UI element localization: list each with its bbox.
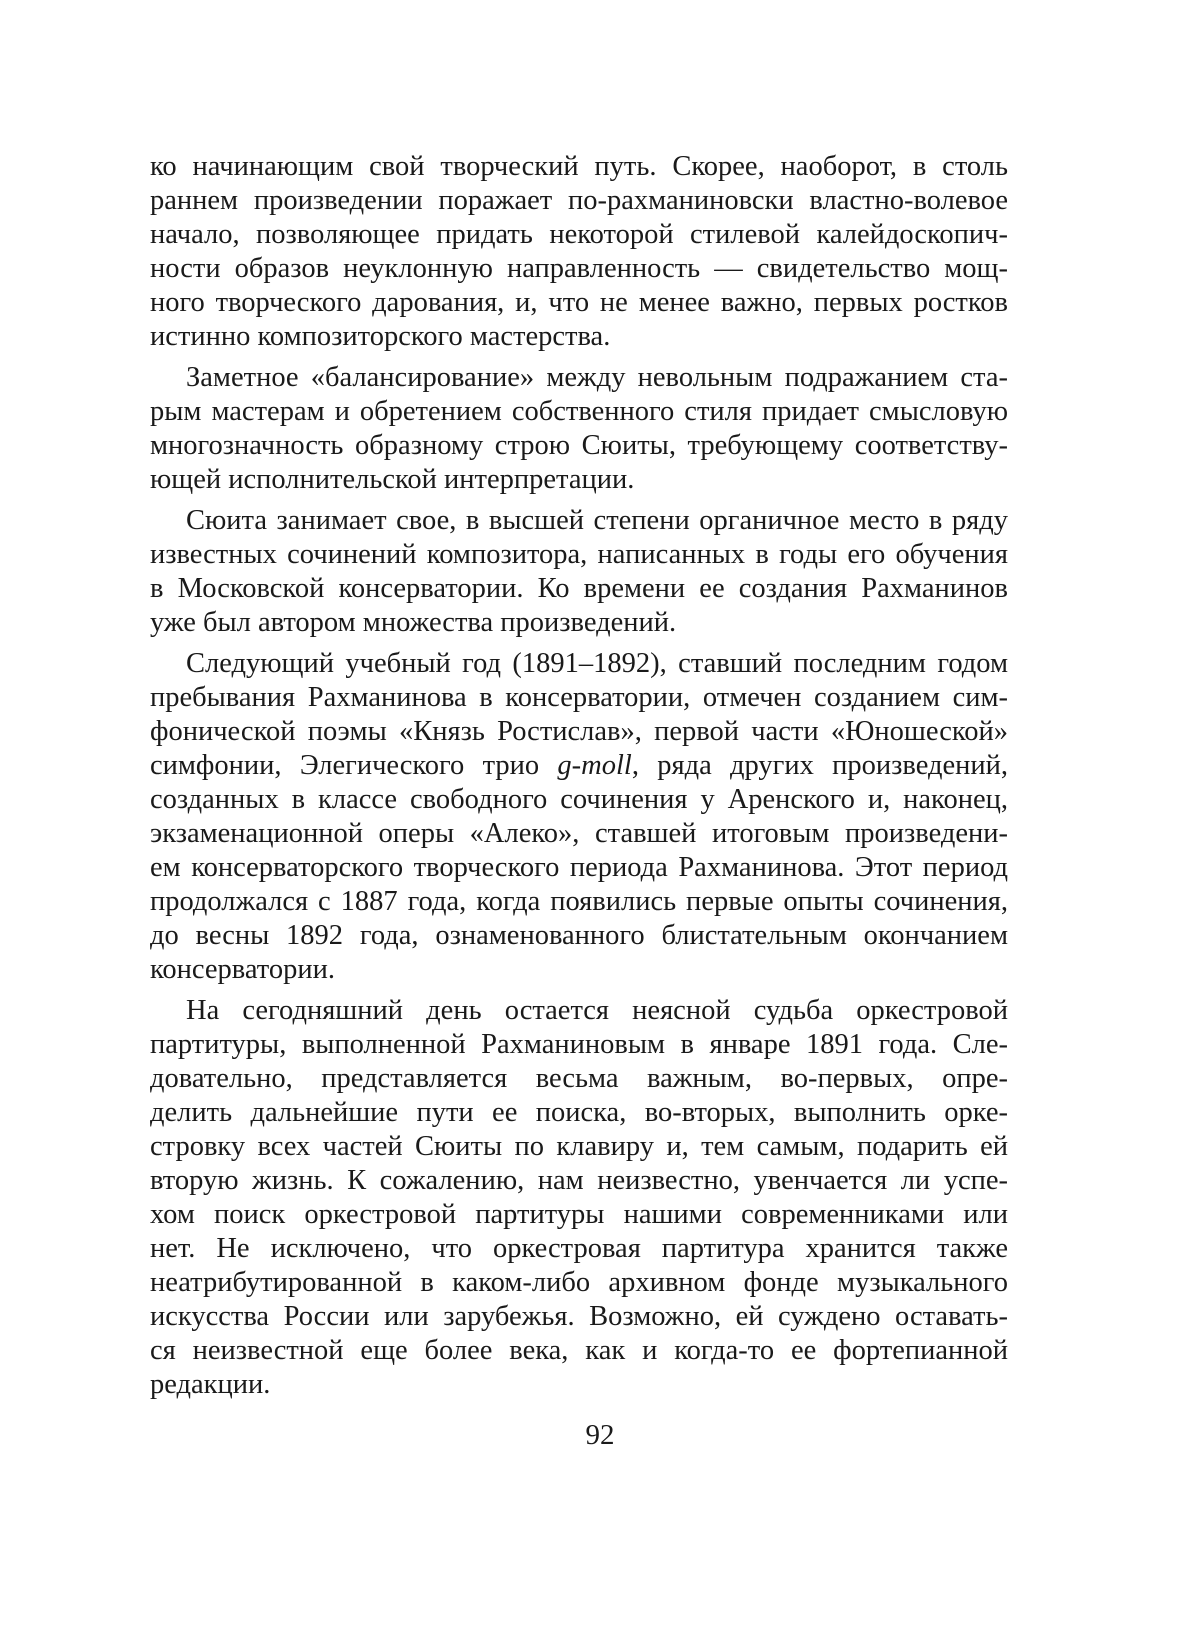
text-line: пребывания Рахманинова в консерватории, отмечен созданием сим- [150, 682, 1008, 713]
text-line: ем консерваторского творческого периода Рахманинова. Этот период [150, 852, 1008, 883]
text-line: до весны 1892 года, ознаменованного блистательным окончанием [150, 920, 1008, 951]
text-line: созданных в классе свободного сочинения у Аренского и, наконец, [150, 784, 1008, 815]
page-body [150, 150, 1008, 1402]
text-line: партитуры, выполненной Рахманиновым в январе 1891 года. Сле- [150, 1029, 1008, 1060]
text-line: ности образов неуклонную направленность — свидетельство мощ- [150, 253, 1008, 284]
text-line: уже был автором множества произведений. [150, 607, 677, 638]
text-line: в Московской консерватории. Ко времени ее создания Рахманинов [150, 573, 1008, 604]
text-line: продолжался с 1887 года, когда появились первые опыты сочинения, [150, 886, 1008, 917]
text-line: экзаменационной оперы «Алеко», ставшей итоговым произведени- [150, 818, 1008, 849]
text-line: неатрибутированной в каком-либо архивном фонде музыкального [150, 1267, 1008, 1298]
text-line: стровку всех частей Сюиты по клавиру и, тем самым, подарить ей [150, 1131, 1008, 1162]
text-line: искусства России или зарубежья. Возможно, ей суждено оставать- [150, 1301, 1008, 1332]
text-line: ного творческого дарования, и, что не менее важно, первых ростков [150, 287, 1008, 318]
text-line: Заметное «балансирование» между невольным подражанием ста- [186, 362, 1008, 393]
text-line: ся неизвестной еще более века, как и когда-то ее фортепианной [150, 1335, 1008, 1366]
text-line: ко начинающим свой творческий путь. Скорее, наоборот, в столь [150, 151, 1008, 182]
text-line: фонической поэмы «Князь Ростислав», первой части «Юношеской» [150, 716, 1008, 747]
text-line: истинно композиторского мастерства. [150, 321, 611, 352]
text-line: довательно, представляется весьма важным, во-первых, опре- [150, 1063, 1008, 1094]
text-line: ющей исполнительской интерпретации. [150, 464, 635, 495]
musical-key-term: g-moll [557, 750, 632, 781]
text-line: рым мастерам и обретением собственного стиля придает смысловую [150, 396, 1008, 427]
text-line: начало, позволяющее придать некоторой стилевой калейдоскопич- [150, 219, 1008, 250]
text-line: симфонии, Элегического трио g-moll, ряда других произведений, [150, 750, 1009, 781]
paragraph-2 [150, 361, 1008, 497]
text-line: редакции. [150, 1369, 271, 1400]
text-line: раннем произведении поражает по-рахманиновски властно-волевое [150, 185, 1008, 216]
paragraph-4 [150, 647, 1008, 987]
text-line: нет. Не исключено, что оркестровая партитура хранится также [150, 1233, 1008, 1264]
text-line: Сюита занимает свое, в высшей степени органичное место в ряду [186, 505, 1008, 536]
text-line: известных сочинений композитора, написанных в годы его обучения [150, 539, 1008, 570]
text-line: вторую жизнь. К сожалению, нам неизвестно, увенчается ли успе- [150, 1165, 1008, 1196]
paragraph-1 [150, 150, 1008, 354]
paragraph-3 [150, 504, 1008, 640]
text-line: На сегодняшний день остается неясной судьба оркестровой [186, 995, 1008, 1026]
text-line: консерватории. [150, 954, 335, 985]
text-line: многозначность образному строю Сюиты, требующему соответству- [150, 430, 1008, 461]
paragraph-5 [150, 994, 1008, 1402]
page-number: 92 [585, 1419, 615, 1451]
text-line: хом поиск оркестровой партитуры нашими современниками или [150, 1199, 1008, 1230]
text-line: делить дальнейшие пути ее поиска, во-вторых, выполнить орке- [150, 1097, 1008, 1128]
text-line: Следующий учебный год (1891–1892), ставший последним годом [186, 648, 1008, 679]
